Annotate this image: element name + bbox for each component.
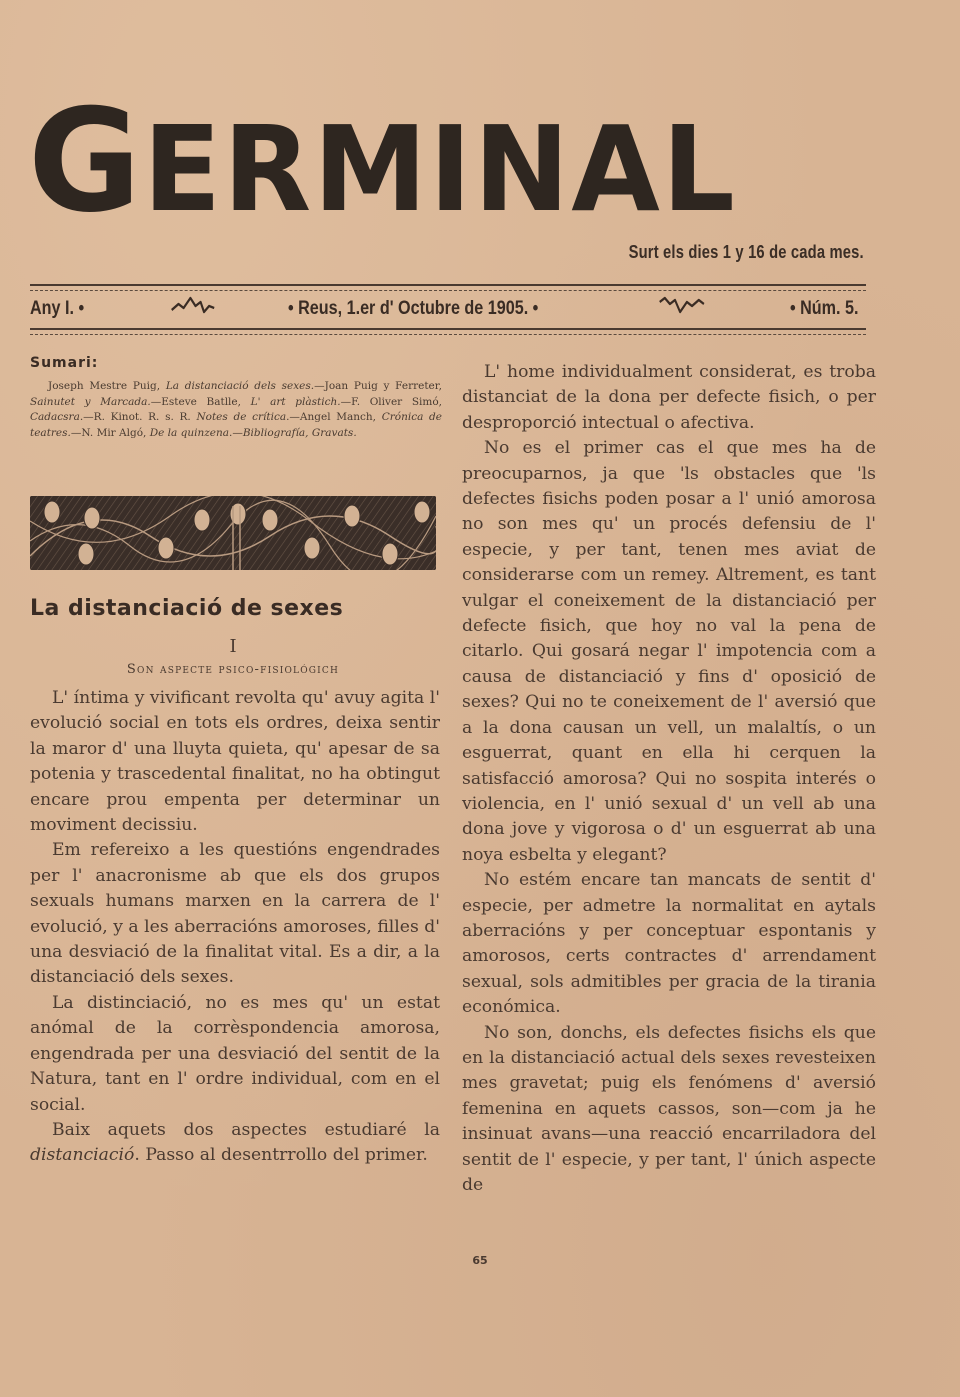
title-initial: G [28,79,144,244]
article-title: La distanciació de sexes [30,596,344,621]
paragraph: No son, donchs, els defectes fisichs els que en la distanciació actual dels sexes revesteixen mes gravetat; puig els fenómens d' aversió femenina en aquets cassos, son—com ja he insinuat avans—una reacció encarriladora del sentit de l' especie, y per tant, l' únich aspecte de [462,1022,876,1195]
ornament-left-icon [170,294,218,322]
issue-year: Any I. • [30,298,85,319]
title-rest: ERMINAL [143,100,737,238]
paragraph: Em refereixo a les questións engendrades per l' anacronisme ab que els dos grupos sexuals humans marxen en la carrera de l' evolució, y a les aberracións amoroses, filles d' una desviació de la finalitat vital. Es a dir, a la distanciació dels sexes. [30,840,440,988]
issue-place-date: • Reus, 1.er d' Octubre de 1905. • [288,298,539,319]
masthead [28,79,870,244]
paragraph: La distinciació, no es mes qu' un estat anómal de la corrèspondencia amorosa, engendrada per una desviació del sentit de la Natura, tant en l' ordre individual, com en el social. [30,992,440,1115]
summary-entries: Joseph Mestre Puig, La distanciació dels sexes.—Joan Puig y Ferreter, Sainutet y Marcada.—Esteve Batlle, L' art plàstich.—F. Oliver Simó, Cadacsra.—R. Kinot. R. s. R. Notes de crítica.—Angel Manch, Crónica de teatres.—N. Mir Algó, De la quinzena.—Bibliografía, Gravats. [30,380,442,439]
floral-ornament-icon [30,496,436,570]
section-subtitle: Son aspecte psico-fisiológich [126,662,340,677]
italic-term: distanciació [30,1145,135,1166]
section-number: I [229,636,237,657]
publication-title [28,79,845,244]
page-number: 65 [472,1254,488,1267]
paragraph: Baix aquets dos aspectes estudiaré la distanciació. Passo al desentrrollo del primer. [30,1119,440,1166]
issue-number: • Núm. 5. [790,298,859,319]
decorative-floral-banner [30,496,436,570]
article-body-right-column [462,360,876,1198]
ornament-right-icon [658,294,706,322]
issue-info-bar [30,296,866,324]
paragraph: L' íntima y vivificant revolta qu' avuy agita l' evolució social en tots els ordres, deixa sentir la maror d' una lluyta quieta, qu' apesar de sa potenia y trascedental finalitat, no ha obtingut encare prou empenta per determinar un moviment decissiu. [30,688,440,836]
paragraph: L' home individualment considerat, es troba distanciat de la dona per defecte fisich, o per desproporció intectual o afectiva. [462,362,876,433]
publication-frequency: Surt els dies 1 y 16 de cada mes. [628,242,864,262]
paragraph: No estém encare tan mancats de sentit d' especie, per admetre la normalitat en aytals aberracións y per conceptuar espontanis y amorosos, certs contractes d' arrendament sexual, sols admitibles per gracia de la tirania económica. [462,870,876,1018]
paragraph: No es el primer cas el que mes ha de preocuparnos, ja que 'ls obstacles que 'ls defectes fisichs poden posar a l' unió amorosa no son mes qu' un procés defensiu de l' especie, y per tant, tenen mes aviat de considerarse com un remey. Altrement, es tant vulgar el coneixement de la distanciació per defecte fisich, que hoy no val la pena de citarlo. Qui gosará negar l' impotencia com a causa de distanciació y fins d' oposició de sexes? Qui no te coneixement de l' aversió que a la dona causan un vell, un malaltís, o un esguerrat, quant en ella hi cerquen la satisfacció amorosa? Qui no sospita interés o violencia, en l' unió sexual d' un vell ab una dona jove y vigorosa o d' un esguerrat ab una noya esbelta y elegant? [462,438,876,865]
article-body-left-column [30,686,440,1169]
ornamental-rule-bottom [30,328,866,335]
summary-heading: Sumari: [30,355,99,371]
ornamental-rule-top [30,284,866,291]
summary-block [30,355,442,441]
